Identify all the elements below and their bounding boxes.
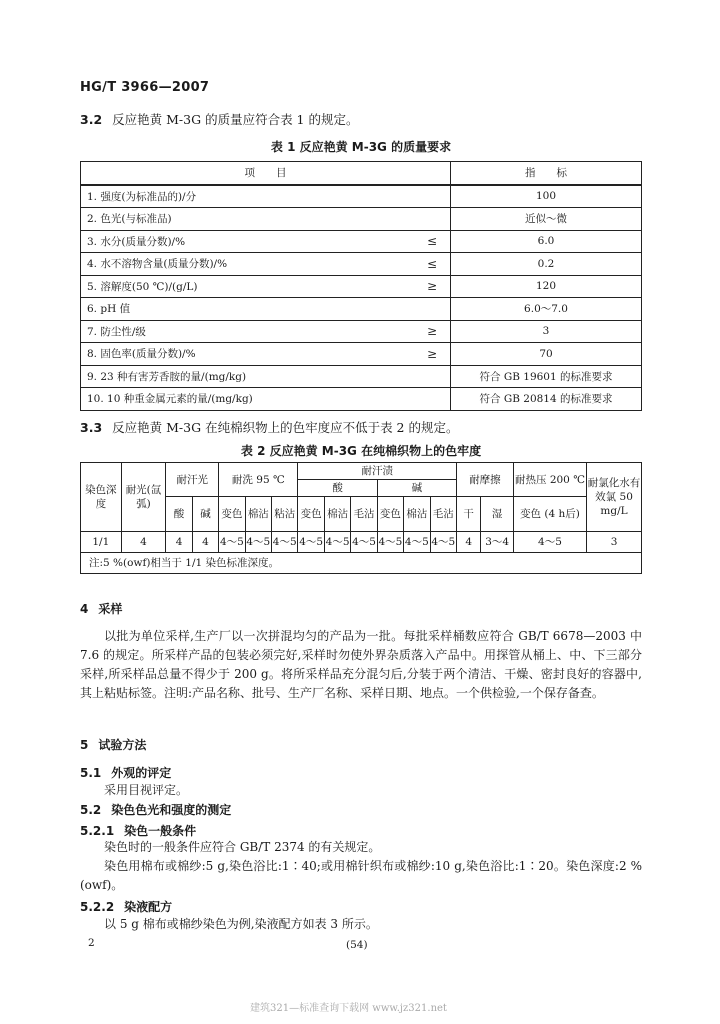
table1-value: 3 [451,320,642,343]
table2-note-row [81,553,642,574]
table2 [80,462,642,574]
table2-value: 4～5 [351,532,377,553]
section-5-2-2-heading [80,898,172,915]
table1-relation [414,388,451,411]
h-sweat: 耐汗渍 [298,463,457,480]
section-number: 4 [80,602,89,616]
h-sub-acid: 酸 [166,497,192,532]
table2-value: 4～5 [298,532,324,553]
h-hot-change: 变色 (4 h后) [513,497,586,532]
h-cotton: 棉沾 [404,497,430,532]
h-change: 变色 [377,497,403,532]
table1-value: 近似～微 [451,208,642,231]
table1-item: 2. 色光(与标准品) [81,208,415,231]
table1-header-row [81,162,642,185]
table1-value: 120 [451,275,642,298]
table2-value: 4～5 [377,532,403,553]
clause-3-3 [80,418,458,436]
table1-row [81,298,642,321]
h-wool: 毛沾 [430,497,456,532]
table1-col-item: 项 目 [81,162,451,185]
table1-relation: ≥ [414,320,451,343]
table2-value: 4 [121,532,166,553]
h-wash95: 耐洗 95 ℃ [219,463,298,497]
section-title: 试验方法 [98,738,147,752]
table1-relation: ≥ [414,343,451,366]
table1-value: 6.0 [451,230,642,253]
table2-value-row [81,532,642,553]
table2-value: 4～5 [324,532,350,553]
table1-col-value: 指 标 [451,162,642,185]
watermark-text: 建筑321—标准查询下载网 www.jz321.net [250,1003,447,1014]
h-wash: 耐汗光 [166,463,219,497]
page-code: (54) [346,939,368,951]
section-number: 5 [80,738,89,752]
h-sub-alk: 碱 [192,497,218,532]
table2-value: 3 [587,532,642,553]
table1-relation: ≥ [414,275,451,298]
table1-row [81,208,642,231]
table2-value: 4～5 [219,532,245,553]
table2-value: 4～5 [404,532,430,553]
table1-item: 8. 固色率(质量分数)/% [81,343,415,366]
table1-row [81,185,642,208]
section-number: 5.2 [80,803,102,817]
section-5-2-2-text: 以 5 g 棉布或棉纱染色为例,染液配方如表 3 所示。 [104,917,378,931]
table1-row [81,343,642,366]
h-hot: 耐热压 200 ℃ [513,463,586,497]
section-number: 5.2.1 [80,824,115,838]
table2-value: 4 [166,532,192,553]
section-5-1-heading [80,764,171,781]
table1-relation: ≤ [414,230,451,253]
section-number: 5.1 [80,766,102,780]
section-5-1-text: 采用目视评定。 [104,783,189,797]
table1-item: 4. 水不溶物含量(质量分数)/% [81,253,415,276]
h-cotton: 棉沾 [324,497,350,532]
table1-row [81,253,642,276]
table1-value: 6.0～7.0 [451,298,642,321]
h-cotton: 棉沾 [245,497,271,532]
table1-relation [414,365,451,388]
section-title: 染色色光和强度的测定 [111,803,232,817]
table1-row [81,320,642,343]
table1-value: 0.2 [451,253,642,276]
table2-value: 4 [192,532,218,553]
h-wet: 湿 [481,497,514,532]
table1-relation: ≤ [414,253,451,276]
table2-value: 1/1 [81,532,122,553]
h-depth: 染色深度 [81,463,122,532]
h-wool: 毛沾 [351,497,377,532]
table1-item: 9. 23 种有害芳香胺的量/(mg/kg) [81,365,415,388]
clause-number: 3.3 [80,420,103,435]
table1-item: 10. 10 种重金属元素的量/(mg/kg) [81,388,415,411]
table1-item: 6. pH 值 [81,298,415,321]
section-5-heading [80,736,146,753]
table1-value: 70 [451,343,642,366]
table1-row [81,230,642,253]
table1-value: 符合 GB 19601 的标准要求 [451,365,642,388]
section-title: 采样 [98,602,123,616]
h-rub: 耐摩擦 [456,463,513,497]
table2-value: 3～4 [481,532,514,553]
h-dry: 干 [456,497,480,532]
table2-caption: 表 2 反应艳黄 M-3G 在纯棉织物上的色牢度 [240,444,482,458]
table1-value: 100 [451,185,642,208]
table1-item: 5. 溶解度(50 ℃)/(g/L) [81,275,415,298]
h-light: 耐光(氙弧) [121,463,166,532]
section-5-2-heading [80,801,231,818]
section-title: 染色一般条件 [124,824,197,838]
section-title: 染液配方 [124,900,173,914]
table2-value: 4～5 [430,532,456,553]
section-4-heading [80,600,122,617]
table1-item: 1. 强度(为标准品的)/分 [81,185,415,208]
document-header: HG/T 3966—2007 [80,80,210,95]
table1-relation [414,185,451,208]
table1-item: 3. 水分(质量分数)/% [81,230,415,253]
clause-text: 反应艳黄 M-3G 的质量应符合表 1 的规定。 [112,112,359,127]
table1-value: 符合 GB 20814 的标准要求 [451,388,642,411]
h-alkali: 碱 [377,480,456,497]
section-4-text: 以批为单位采样,生产厂以一次拼混均匀的产品为一批。每批采样桶数应符合 GB/T 6678—2003 中 7.6 的规定。所采样产品的包装必须完好,采样时勿使外界杂质落入产品中。用探管从桶上、中、下三部分采样,所采样品总量不得少于 200 g。将所采样品充分混匀后,分装于两个清洁、干燥、密封良好的容器中,其上粘贴标签。注明:产品名称、批号、生产厂名称、采样日期、地点。一个供检验,一个保存备查。 [80,629,642,700]
table2-value: 4～5 [245,532,271,553]
h-change: 变色 [298,497,324,532]
h-stain: 粘沾 [272,497,298,532]
section-5-2-1-heading [80,822,196,839]
table2-note: 注:5 %(owf)相当于 1/1 染色标准深度。 [81,553,642,574]
clause-3-2 [80,110,358,128]
clause-text: 反应艳黄 M-3G 在纯棉织物上的色牢度应不低于表 2 的规定。 [112,420,459,435]
table2-header-row-1 [81,463,642,480]
table1-row [81,388,642,411]
table1 [80,161,642,411]
table2-value: 4～5 [513,532,586,553]
table1-relation [414,208,451,231]
table1-caption: 表 1 反应艳黄 M-3G 的质量要求 [270,140,452,154]
h-change: 变色 [219,497,245,532]
page-number: 2 [88,937,95,949]
table2-value: 4 [456,532,480,553]
section-5-2-1-text-2: 染色用棉布或棉纱:5 g,染色浴比:1∶40;或用棉针织布或棉纱:10 g,染色浴比:1∶20。染色深度:2 %(owf)。 [80,859,642,892]
table1-row [81,365,642,388]
h-chlorine: 耐氯化水有效氯 50 mg/L [587,463,642,532]
h-acid: 酸 [298,480,377,497]
table2-value: 4～5 [272,532,298,553]
clause-number: 3.2 [80,112,103,127]
section-5-2-1-text-1: 染色时的一般条件应符合 GB/T 2374 的有关规定。 [104,840,381,854]
table1-relation [414,298,451,321]
section-number: 5.2.2 [80,900,115,914]
table1-row [81,275,642,298]
section-title: 外观的评定 [111,766,172,780]
table1-item: 7. 防尘性/级 [81,320,415,343]
